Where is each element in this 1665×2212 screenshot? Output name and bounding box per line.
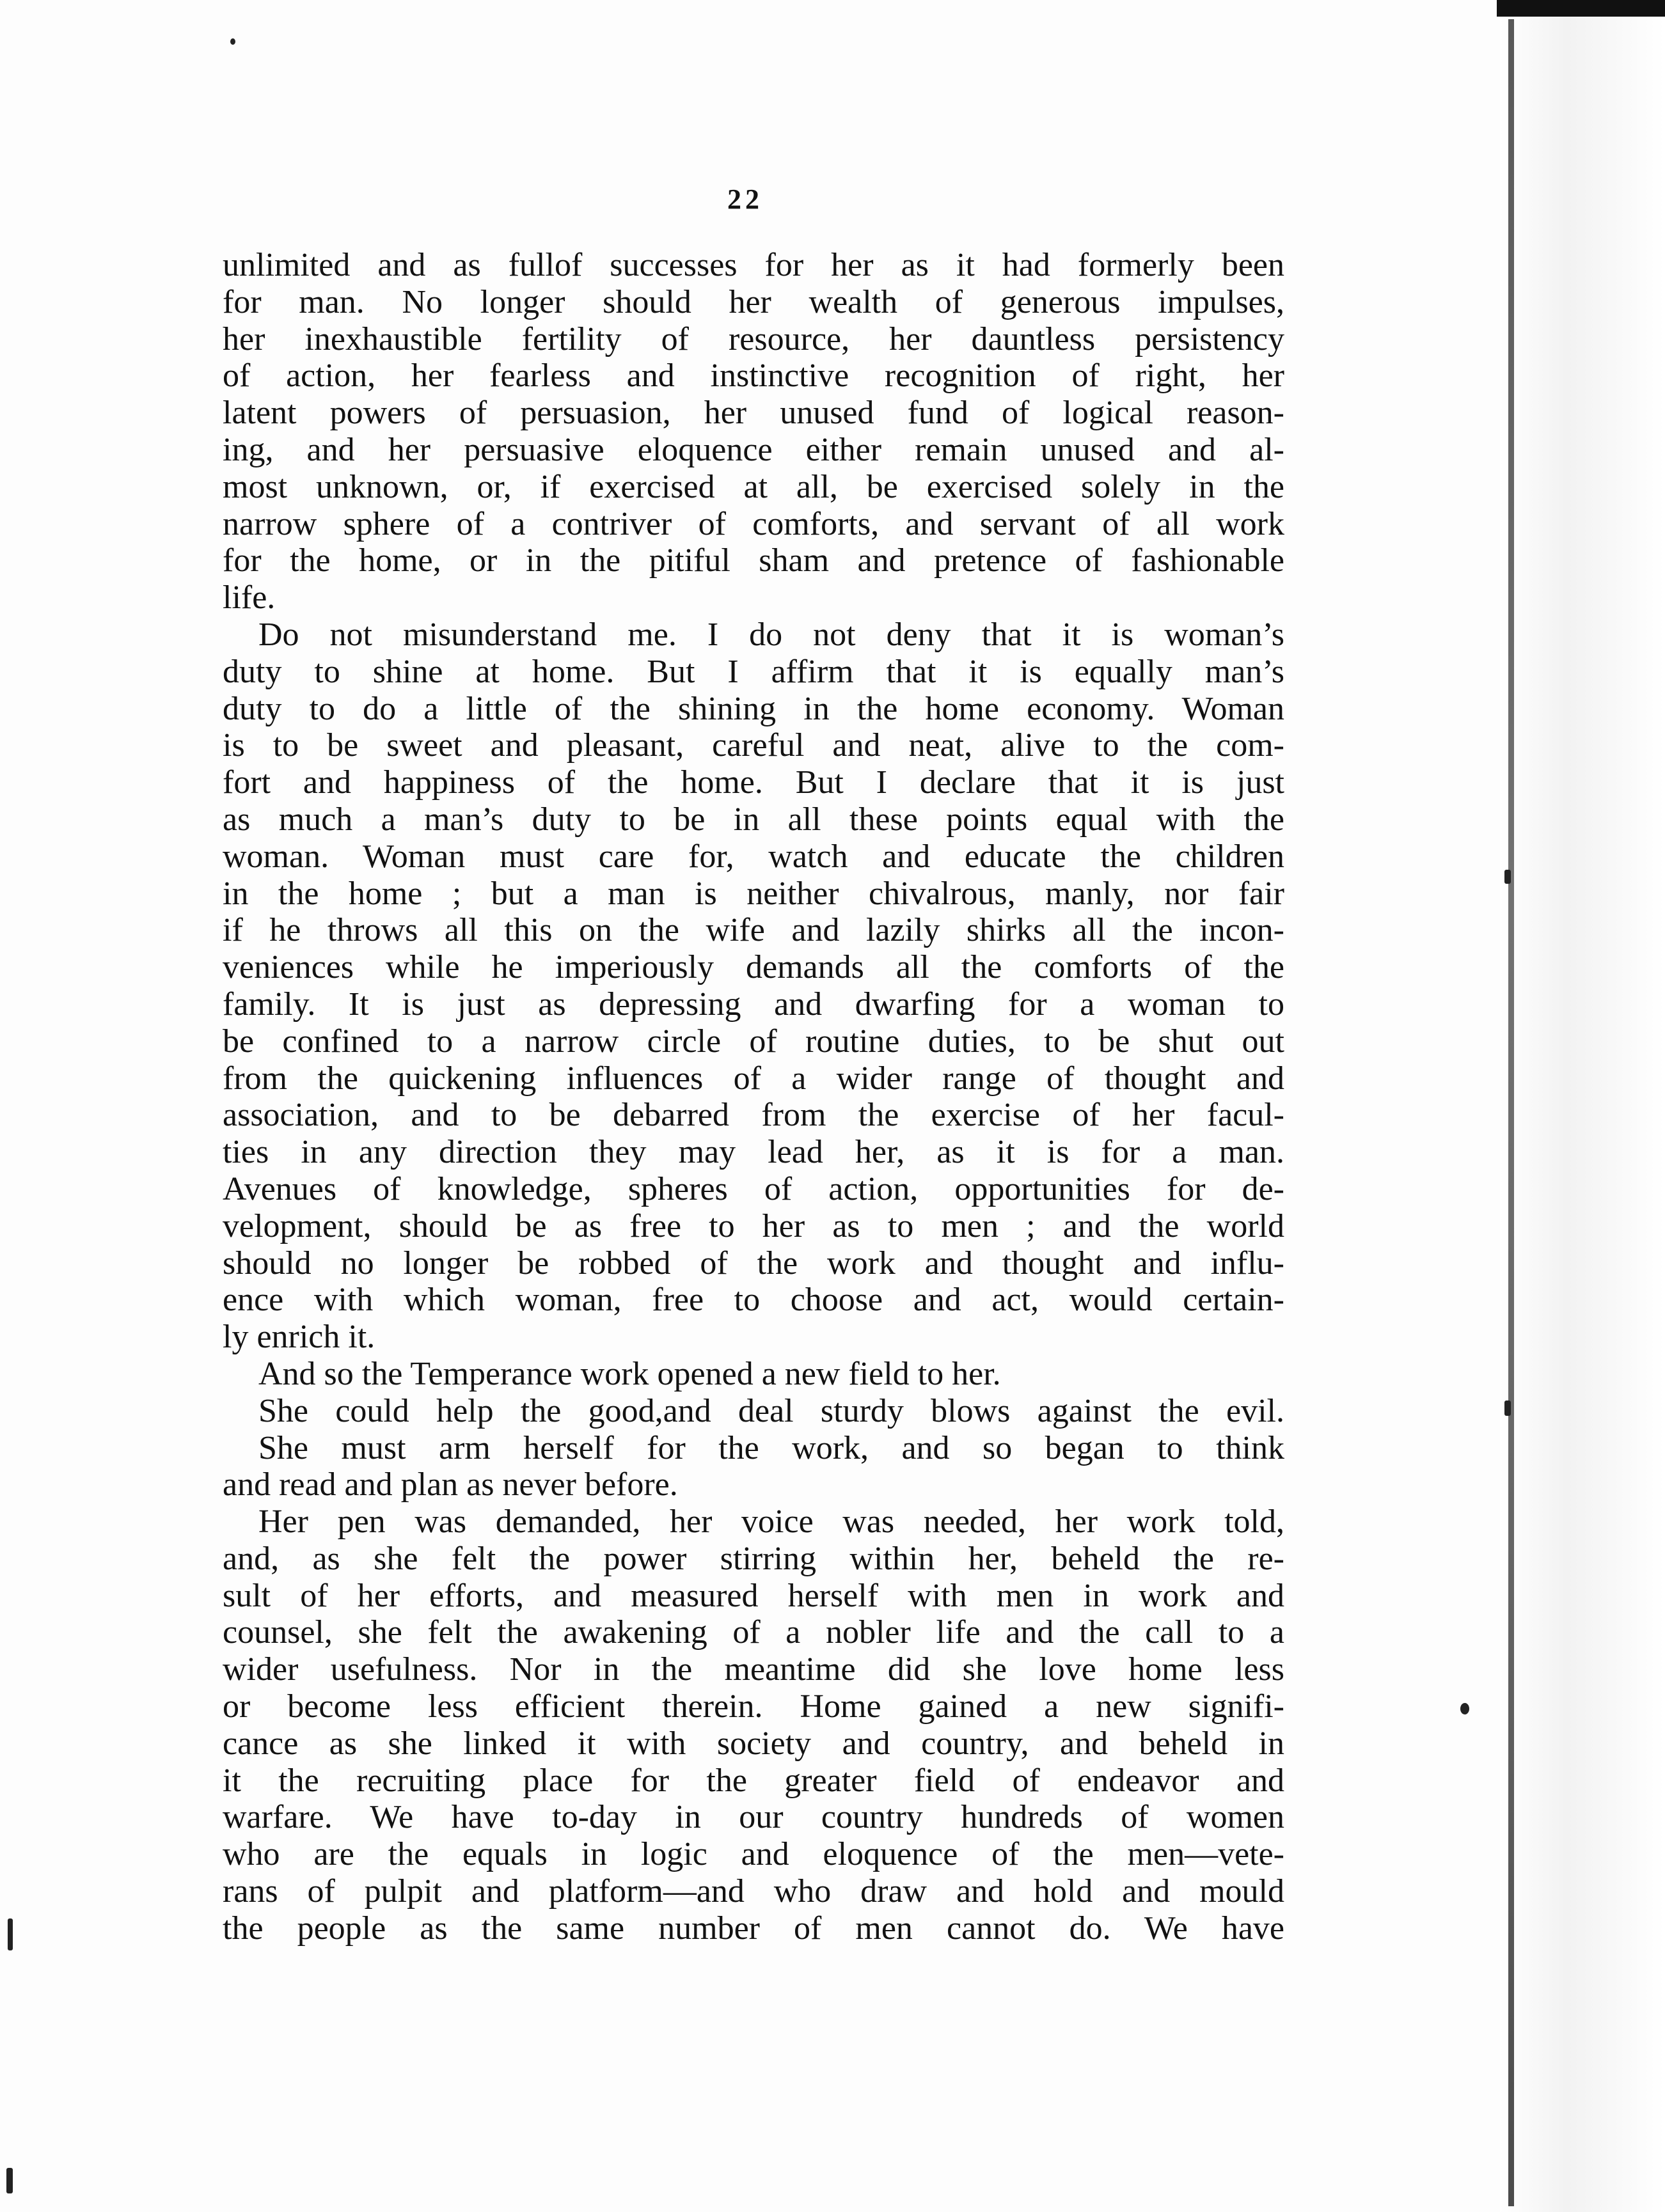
scan-speck <box>230 38 235 45</box>
text-line: veniences while he imperiously demands all the comforts of the <box>223 949 1284 986</box>
text-line: latent powers of persuasion, her unused fund of logical reason- <box>223 395 1284 432</box>
text-line: ties in any direction they may lead her, as it is for a man. <box>223 1134 1284 1171</box>
text-line: and, as she felt the power stirring within her, beheld the re- <box>223 1540 1284 1577</box>
text-line: warfare. We have to-day in our country hundreds of women <box>223 1799 1284 1836</box>
text-line: velopment, should be as free to her as to men ; and the world <box>223 1207 1284 1244</box>
text-line: rans of pulpit and platform—and who draw and hold and mould <box>223 1873 1284 1910</box>
text-line: of action, her fearless and instinctive recognition of right, her <box>223 357 1284 395</box>
text-line: sult of her efforts, and measured herself with men in work and <box>223 1577 1284 1614</box>
text-line: wider usefulness. Nor in the meantime did she love home less <box>223 1651 1284 1688</box>
binding-edge <box>1508 19 1514 2206</box>
text-line: her inexhaustible fertility of resource, her dauntless persistency <box>223 320 1284 357</box>
text-line: cance as she linked it with society and country, and beheld in <box>223 1725 1284 1762</box>
text-line: narrow sphere of a contriver of comforts, and servant of all work <box>223 505 1284 542</box>
text-line: from the quickening influences of a wider range of thought and <box>223 1060 1284 1097</box>
text-line: and read and plan as never before. <box>223 1466 678 1503</box>
text-line: the people as the same number of men cannot do. We have <box>223 1910 1284 1947</box>
text-line: duty to do a little of the shining in the home economy. Woman <box>223 690 1284 727</box>
scan-speck <box>1460 1703 1469 1714</box>
text-line: family. It is just as depressing and dwarfing for a woman to <box>223 985 1284 1023</box>
text-line: unlimited and as fullof successes for her as it had formerly been <box>223 247 1284 283</box>
scan-corner-mark <box>1497 0 1665 17</box>
text-line: it the recruiting place for the greater field of endeavor and <box>223 1762 1284 1799</box>
text-line: be confined to a narrow circle of routine duties, to be shut out <box>223 1023 1284 1060</box>
scan-speck <box>6 2168 13 2193</box>
text-line: if he throws all this on the wife and lazily shirks all the incon- <box>223 912 1284 949</box>
text-line: most unknown, or, if exercised at all, be exercised solely in the <box>223 468 1284 505</box>
text-line: Avenues of knowledge, spheres of action, opportunities for de- <box>223 1170 1284 1207</box>
page-number: 22 <box>727 184 763 215</box>
scan-speck <box>8 1918 13 1950</box>
text-line: counsel, she felt the awakening of a nobler life and the call to a <box>223 1614 1284 1651</box>
body-text <box>223 247 1284 1947</box>
text-line: woman. Woman must care for, watch and educate the children <box>223 838 1284 875</box>
text-line: ence with which woman, free to choose and act, would certain- <box>223 1282 1284 1319</box>
text-line: should no longer be robbed of the work and thought and influ- <box>223 1244 1284 1282</box>
text-line: for man. No longer should her wealth of generous impulses, <box>223 283 1284 320</box>
scan-speck <box>1504 870 1511 884</box>
text-line: in the home ; but a man is neither chivalrous, manly, nor fair <box>223 875 1284 912</box>
text-line: for the home, or in the pitiful sham and pretence of fashionable <box>223 542 1284 579</box>
text-line: And so the Temperance work opened a new field to her. <box>258 1355 1001 1392</box>
binding-shadow <box>1500 0 1665 2212</box>
text-line: ly enrich it. <box>223 1319 375 1356</box>
text-line: who are the equals in logic and eloquence of the men—vete- <box>223 1836 1284 1873</box>
text-line: life. <box>223 579 276 616</box>
text-line: as much a man’s duty to be in all these points equal with the <box>223 801 1284 838</box>
scan-speck <box>1504 1400 1511 1416</box>
text-line: Her pen was demanded, her voice was needed, her work told, <box>258 1503 1284 1541</box>
text-line: or become less efficient therein. Home gained a new signifi- <box>223 1688 1284 1725</box>
text-line: She must arm herself for the work, and so began to think <box>258 1429 1284 1466</box>
text-line: She could help the good,and deal sturdy blows against the evil. <box>258 1392 1284 1429</box>
text-line: Do not misunderstand me. I do not deny that it is woman’s <box>258 616 1284 653</box>
text-line: is to be sweet and pleasant, careful and neat, alive to the com- <box>223 727 1284 764</box>
text-line: fort and happiness of the home. But I declare that it is just <box>223 764 1284 801</box>
text-line: duty to shine at home. But I affirm that it is equally man’s <box>223 653 1284 690</box>
text-line: ing, and her persuasive eloquence either remain unused and al- <box>223 431 1284 468</box>
text-line: association, and to be debarred from the exercise of her facul- <box>223 1097 1284 1134</box>
